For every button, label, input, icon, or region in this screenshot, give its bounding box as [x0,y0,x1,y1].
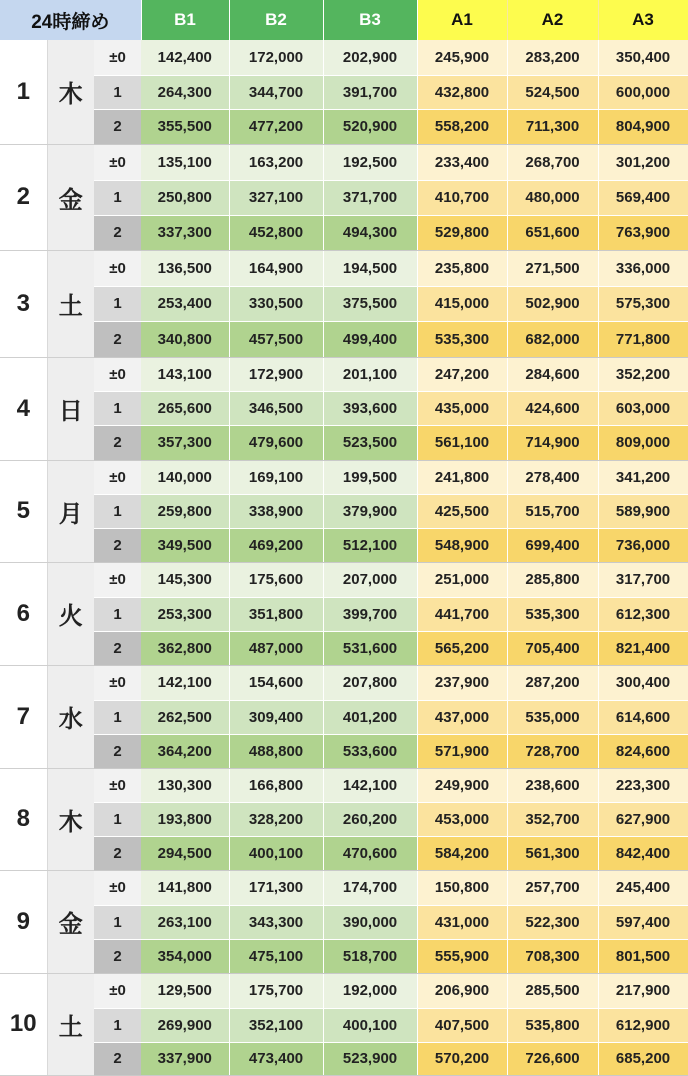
column-header-b3: B3 [323,0,417,40]
price-cell: 355,500 [141,109,229,144]
price-cell: 278,400 [507,460,598,494]
price-cell: 362,800 [141,631,229,665]
price-cell: 250,800 [141,180,229,215]
price-cell: 269,900 [141,1008,229,1042]
price-cell: 558,200 [417,109,507,144]
table-row [0,215,688,250]
price-cell: 257,700 [507,870,598,905]
price-cell: 352,100 [229,1008,323,1042]
cutoff-label: 24時締め [0,0,141,40]
price-cell: 194,500 [323,250,417,286]
weekday: 土 [47,973,94,1075]
price-cell: 154,600 [229,665,323,700]
day-number: 10 [0,973,47,1075]
price-cell: 479,600 [229,425,323,460]
day-number: 6 [0,562,47,665]
price-cell: 469,200 [229,528,323,562]
price-cell: 233,400 [417,144,507,180]
price-cell: 343,300 [229,905,323,939]
price-cell: 349,500 [141,528,229,562]
price-cell: 172,000 [229,40,323,75]
price-cell: 726,600 [507,1042,598,1075]
price-cell: 431,000 [417,905,507,939]
price-cell: 561,100 [417,425,507,460]
price-cell: 192,500 [323,144,417,180]
table-row [0,768,688,802]
price-cell: 512,100 [323,528,417,562]
price-cell: 520,900 [323,109,417,144]
price-cell: 285,500 [507,973,598,1008]
price-cell: 529,800 [417,215,507,250]
price-cell: 821,400 [598,631,688,665]
price-cell: 714,900 [507,425,598,460]
table-row [0,250,688,286]
price-cell: 801,500 [598,939,688,973]
price-cell: 237,900 [417,665,507,700]
weekday: 月 [47,460,94,562]
price-cell: 336,000 [598,250,688,286]
price-cell: 452,800 [229,215,323,250]
price-cell: 371,700 [323,180,417,215]
price-cell: 328,200 [229,802,323,836]
price-cell: 357,300 [141,425,229,460]
table-row [0,357,688,391]
level-label: ±0 [94,40,141,75]
price-cell: 612,300 [598,597,688,631]
price-cell: 614,600 [598,700,688,734]
table-row [0,286,688,321]
price-cell: 603,000 [598,391,688,425]
price-cell: 575,300 [598,286,688,321]
price-cell: 393,600 [323,391,417,425]
level-label: 2 [94,321,141,357]
price-cell: 175,700 [229,973,323,1008]
weekday: 木 [47,40,94,144]
price-cell: 207,800 [323,665,417,700]
price-cell: 284,600 [507,357,598,391]
level-label: 1 [94,802,141,836]
price-cell: 771,800 [598,321,688,357]
price-cell: 166,800 [229,768,323,802]
price-cell: 487,000 [229,631,323,665]
price-cell: 809,000 [598,425,688,460]
price-cell: 523,900 [323,1042,417,1075]
price-cell: 524,500 [507,75,598,109]
price-cell: 401,200 [323,700,417,734]
price-cell: 736,000 [598,528,688,562]
price-cell: 338,900 [229,494,323,528]
table-row [0,802,688,836]
price-cell: 287,200 [507,665,598,700]
price-cell: 569,400 [598,180,688,215]
table-row [0,836,688,870]
price-cell: 285,800 [507,562,598,597]
level-label: 2 [94,109,141,144]
table-row [0,1008,688,1042]
table-row [0,700,688,734]
price-cell: 271,500 [507,250,598,286]
price-cell: 141,800 [141,870,229,905]
price-cell: 682,000 [507,321,598,357]
price-cell: 415,000 [417,286,507,321]
price-cell: 253,400 [141,286,229,321]
column-header-b1: B1 [141,0,229,40]
price-cell: 515,700 [507,494,598,528]
level-label: 2 [94,215,141,250]
price-cell: 264,300 [141,75,229,109]
price-cell: 223,300 [598,768,688,802]
price-cell: 253,300 [141,597,229,631]
price-cell: 728,700 [507,734,598,768]
price-cell: 135,100 [141,144,229,180]
table-row [0,973,688,1008]
price-cell: 565,200 [417,631,507,665]
price-cell: 341,200 [598,460,688,494]
price-cell: 708,300 [507,939,598,973]
price-cell: 164,900 [229,250,323,286]
price-cell: 711,300 [507,109,598,144]
table-row [0,391,688,425]
price-cell: 400,100 [323,1008,417,1042]
day-number: 3 [0,250,47,357]
price-cell: 330,500 [229,286,323,321]
price-cell: 300,400 [598,665,688,700]
table-row [0,1042,688,1075]
price-cell: 561,300 [507,836,598,870]
price-cell: 260,200 [323,802,417,836]
level-label: 2 [94,836,141,870]
day-number: 7 [0,665,47,768]
price-cell: 699,400 [507,528,598,562]
level-label: 2 [94,1042,141,1075]
level-label: 1 [94,180,141,215]
price-cell: 705,400 [507,631,598,665]
price-cell: 140,000 [141,460,229,494]
price-cell: 263,100 [141,905,229,939]
price-cell: 337,300 [141,215,229,250]
price-cell: 172,900 [229,357,323,391]
day-number: 4 [0,357,47,460]
price-cell: 309,400 [229,700,323,734]
price-cell: 317,700 [598,562,688,597]
price-cell: 201,100 [323,357,417,391]
day-number: 1 [0,40,47,144]
price-cell: 352,200 [598,357,688,391]
price-cell: 531,600 [323,631,417,665]
level-label: 1 [94,700,141,734]
weekday: 金 [47,870,94,973]
level-label: ±0 [94,144,141,180]
level-label: ±0 [94,250,141,286]
price-cell: 518,700 [323,939,417,973]
level-label: 1 [94,494,141,528]
price-cell: 294,500 [141,836,229,870]
price-cell: 262,500 [141,700,229,734]
price-cell: 251,000 [417,562,507,597]
price-cell: 145,300 [141,562,229,597]
price-cell: 354,000 [141,939,229,973]
price-cell: 477,200 [229,109,323,144]
level-label: ±0 [94,357,141,391]
price-cell: 301,200 [598,144,688,180]
table-row [0,905,688,939]
price-cell: 174,700 [323,870,417,905]
price-cell: 129,500 [141,973,229,1008]
price-cell: 600,000 [598,75,688,109]
level-label: 1 [94,1008,141,1042]
price-cell: 175,600 [229,562,323,597]
header-row [0,0,688,40]
price-cell: 142,100 [141,665,229,700]
price-cell: 488,800 [229,734,323,768]
price-cell: 535,800 [507,1008,598,1042]
price-cell: 364,200 [141,734,229,768]
price-cell: 763,900 [598,215,688,250]
level-label: ±0 [94,768,141,802]
weekday: 木 [47,768,94,870]
price-cell: 612,900 [598,1008,688,1042]
level-label: ±0 [94,973,141,1008]
price-cell: 453,000 [417,802,507,836]
price-cell: 340,800 [141,321,229,357]
price-cell: 494,300 [323,215,417,250]
table-row [0,425,688,460]
price-cell: 502,900 [507,286,598,321]
price-cell: 480,000 [507,180,598,215]
price-cell: 375,500 [323,286,417,321]
level-label: ±0 [94,562,141,597]
price-cell: 268,700 [507,144,598,180]
level-label: 1 [94,391,141,425]
level-label: 2 [94,528,141,562]
price-cell: 207,000 [323,562,417,597]
price-cell: 249,900 [417,768,507,802]
price-cell: 238,600 [507,768,598,802]
price-cell: 352,700 [507,802,598,836]
day-number: 5 [0,460,47,562]
day-number: 9 [0,870,47,973]
price-cell: 535,000 [507,700,598,734]
price-cell: 597,400 [598,905,688,939]
price-cell: 804,900 [598,109,688,144]
price-cell: 435,000 [417,391,507,425]
price-cell: 199,500 [323,460,417,494]
price-cell: 410,700 [417,180,507,215]
price-cell: 379,900 [323,494,417,528]
table-row [0,494,688,528]
price-cell: 399,700 [323,597,417,631]
price-cell: 457,500 [229,321,323,357]
price-cell: 685,200 [598,1042,688,1075]
price-cell: 390,000 [323,905,417,939]
price-cell: 150,800 [417,870,507,905]
price-cell: 523,500 [323,425,417,460]
weekday: 火 [47,562,94,665]
price-cell: 548,900 [417,528,507,562]
price-cell: 130,300 [141,768,229,802]
price-cell: 283,200 [507,40,598,75]
price-cell: 171,300 [229,870,323,905]
table-row [0,109,688,144]
column-header-a3: A3 [598,0,688,40]
price-cell: 346,500 [229,391,323,425]
price-cell: 535,300 [417,321,507,357]
price-cell: 192,000 [323,973,417,1008]
level-label: 1 [94,286,141,321]
weekday: 土 [47,250,94,357]
price-cell: 824,600 [598,734,688,768]
level-label: 2 [94,734,141,768]
price-cell: 391,700 [323,75,417,109]
table-row [0,321,688,357]
price-cell: 351,800 [229,597,323,631]
weekday: 日 [47,357,94,460]
table-row [0,144,688,180]
price-cell: 533,600 [323,734,417,768]
price-cell: 350,400 [598,40,688,75]
level-label: ±0 [94,665,141,700]
table-row [0,870,688,905]
price-cell: 169,100 [229,460,323,494]
table-row [0,528,688,562]
level-label: 1 [94,597,141,631]
price-cell: 202,900 [323,40,417,75]
price-cell: 259,800 [141,494,229,528]
table-row [0,665,688,700]
weekday: 水 [47,665,94,768]
price-cell: 163,200 [229,144,323,180]
price-cell: 571,900 [417,734,507,768]
column-header-a1: A1 [417,0,507,40]
price-cell: 143,100 [141,357,229,391]
table-row [0,734,688,768]
column-header-b2: B2 [229,0,323,40]
price-cell: 400,100 [229,836,323,870]
price-cell: 344,700 [229,75,323,109]
weekday: 金 [47,144,94,250]
price-cell: 627,900 [598,802,688,836]
price-cell: 241,800 [417,460,507,494]
table-row [0,562,688,597]
price-cell: 842,400 [598,836,688,870]
price-cell: 555,900 [417,939,507,973]
level-label: 2 [94,939,141,973]
price-cell: 499,400 [323,321,417,357]
table-body [0,40,688,1075]
level-label: 2 [94,425,141,460]
price-cell: 522,300 [507,905,598,939]
price-cell: 432,800 [417,75,507,109]
price-cell: 245,400 [598,870,688,905]
price-cell: 535,300 [507,597,598,631]
price-cell: 217,900 [598,973,688,1008]
price-cell: 424,600 [507,391,598,425]
table-row [0,939,688,973]
day-number: 2 [0,144,47,250]
level-label: ±0 [94,460,141,494]
price-cell: 142,100 [323,768,417,802]
price-cell: 425,500 [417,494,507,528]
price-cell: 589,900 [598,494,688,528]
price-cell: 570,200 [417,1042,507,1075]
price-cell: 247,200 [417,357,507,391]
price-cell: 142,400 [141,40,229,75]
price-cell: 441,700 [417,597,507,631]
level-label: 1 [94,75,141,109]
price-cell: 407,500 [417,1008,507,1042]
price-cell: 193,800 [141,802,229,836]
price-cell: 136,500 [141,250,229,286]
day-number: 8 [0,768,47,870]
level-label: 1 [94,905,141,939]
level-label: ±0 [94,870,141,905]
level-label: 2 [94,631,141,665]
price-cell: 473,400 [229,1042,323,1075]
price-cell: 327,100 [229,180,323,215]
price-cell: 651,600 [507,215,598,250]
table-row [0,75,688,109]
price-cell: 235,800 [417,250,507,286]
price-cell: 584,200 [417,836,507,870]
price-cell: 475,100 [229,939,323,973]
table-row [0,460,688,494]
column-header-a2: A2 [507,0,598,40]
table-row [0,40,688,75]
price-cell: 337,900 [141,1042,229,1075]
table-row [0,631,688,665]
price-cell: 470,600 [323,836,417,870]
price-cell: 265,600 [141,391,229,425]
price-cell: 206,900 [417,973,507,1008]
price-cell: 437,000 [417,700,507,734]
table-row [0,180,688,215]
table-row [0,597,688,631]
price-cell: 245,900 [417,40,507,75]
